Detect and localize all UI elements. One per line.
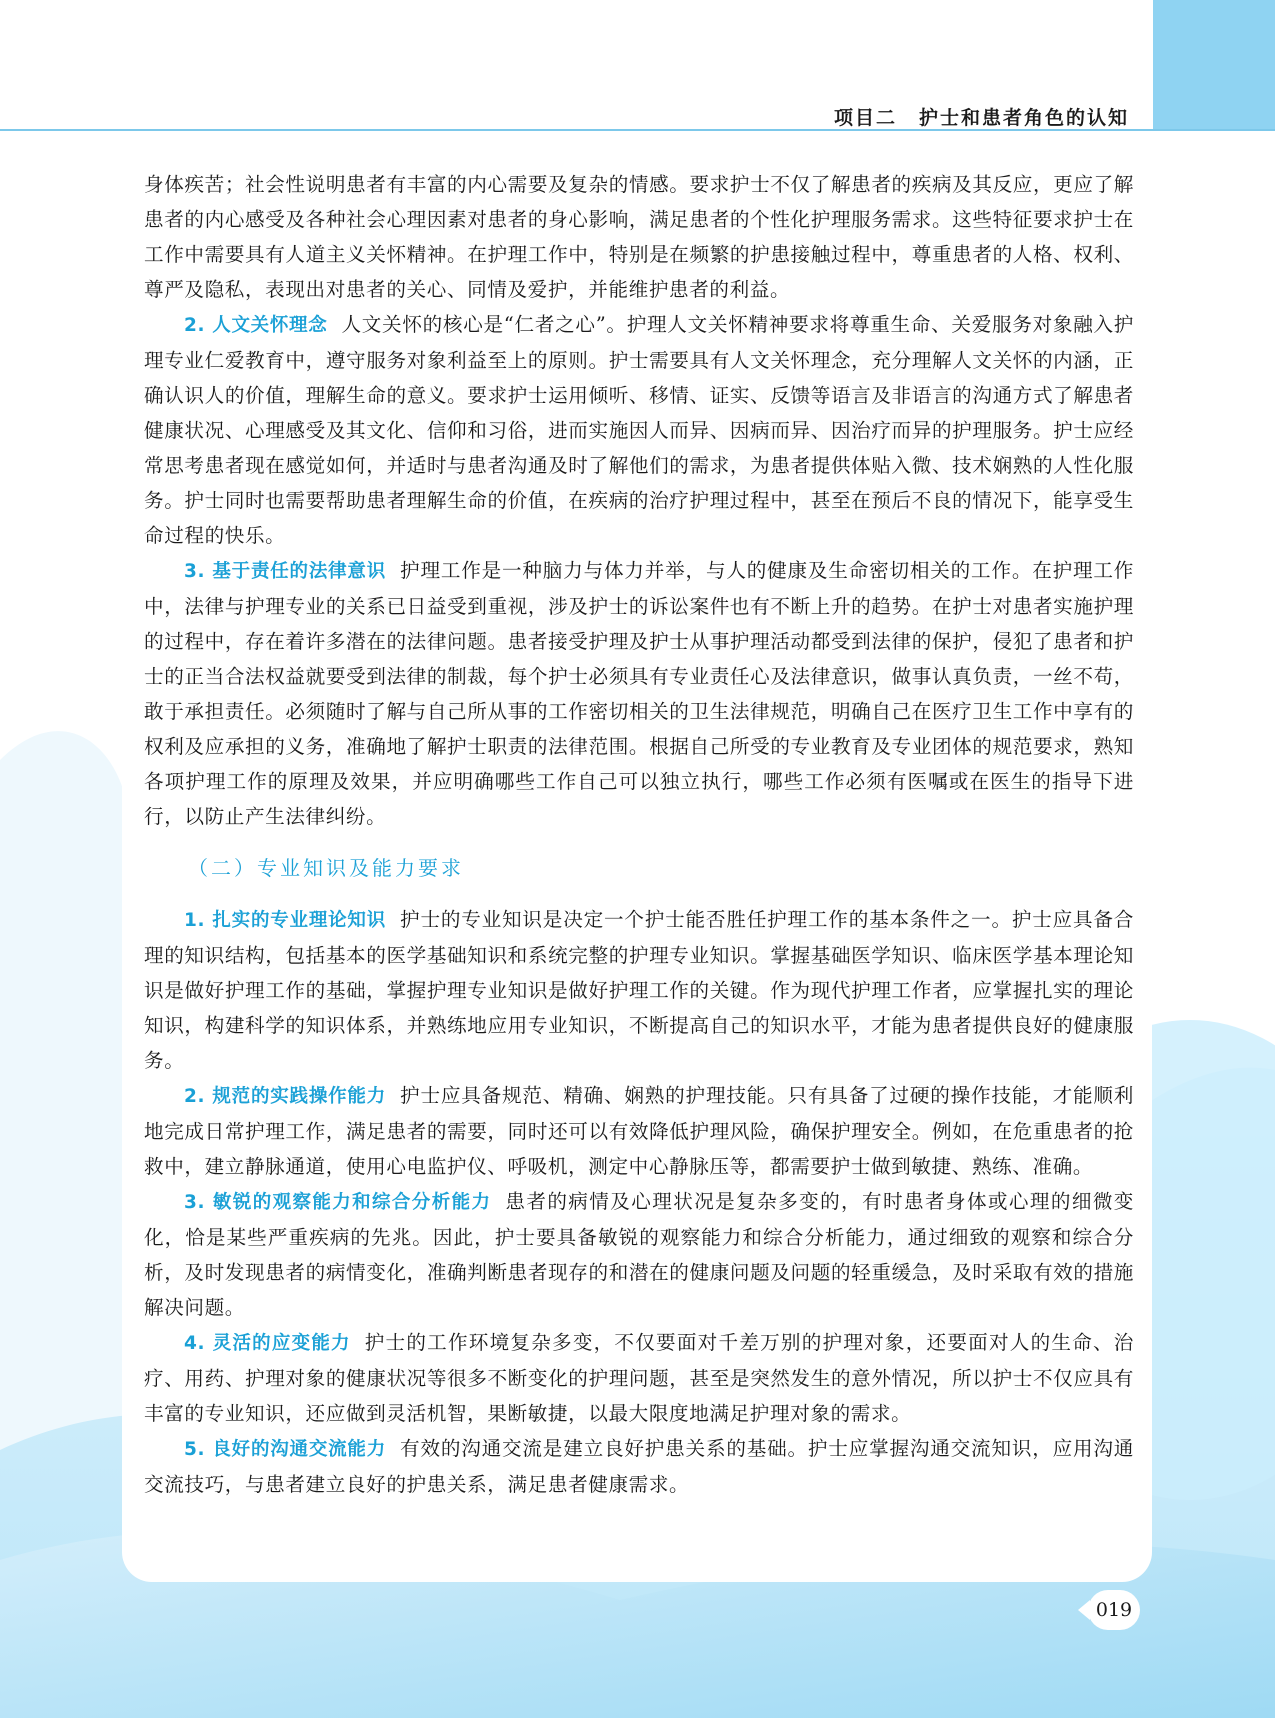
paragraph-item-3 xyxy=(144,553,1134,834)
paragraph-section2-item-5 xyxy=(144,1431,1134,1502)
paragraph-section2-item-2 xyxy=(144,1078,1134,1184)
paragraph-item-2 xyxy=(144,307,1134,553)
item-text-humanistic-care: 人文关怀的核心是“仁者之心”。护理人文关怀精神要求将尊重生命、关爱服务对象融入护理专业仁爱教育中，遵守服务对象利益至上的原则。护士需要具有人文关怀理念，充分理解人文关怀的内涵，正确认识人的价值，理解生命的意义。要求护士运用倾听、移情、证实、反馈等语言及非语言的沟通方式了解患者健康状况、心理感受及其文化、信仰和习俗，进而实施因人而异、因病而异、因治疗而异的护理服务。护士应经常思考患者现在感觉如何，并适时与患者沟通及时了解他们的需求，为患者提供体贴入微、技术娴熟的人性化服务。护士同时也需要帮助患者理解生命的价值，在疾病的治疗护理过程中，甚至在预后不良的情况下，能享受生命过程的快乐。 xyxy=(144,313,1134,547)
item-text-legal-awareness: 护理工作是一种脑力与体力并举，与人的健康及生命密切相关的工作。在护理工作中，法律与护理专业的关系已日益受到重视，涉及护士的诉讼案件也有不断上升的趋势。在护士对患者实施护理的过程中，存在着许多潜在的法律问题。患者接受护理及护士从事护理活动都受到法律的保护，侵犯了患者和护士的正当合法权益就要受到法律的制裁，每个护士必须具有专业责任心及法律意识，做事认真负责，一丝不苟，敢于承担责任。必须随时了解与自己所从事的工作密切相关的卫生法律规范，明确自己在医疗卫生工作中享有的权利及应承担的义务，准确地了解护士职责的法律范围。根据自己所受的专业教育及专业团体的规范要求，熟知各项护理工作的原理及效果，并应明确哪些工作自己可以独立执行，哪些工作必须有医嘱或在医生的指导下进行，以防止产生法律纠纷。 xyxy=(144,559,1134,828)
corner-accent-block xyxy=(1153,0,1275,130)
item-text-practice-skills: 护士应具备规范、精确、娴熟的护理技能。只有具备了过硬的操作技能，才能顺利地完成日常护理工作，满足患者的需要，同时还可以有效降低护理风险，确保护理安全。例如，在危重患者的抢救中，建立静脉通道，使用心电监护仪、呼吸机，测定中心静脉压等，都需要护士做到敏捷、熟练、准确。 xyxy=(144,1084,1134,1178)
item-title-theory-knowledge: 1. 扎实的专业理论知识 xyxy=(184,910,387,931)
item-title-legal-awareness: 3. 基于责任的法律意识 xyxy=(184,561,387,582)
paragraph-section2-item-1 xyxy=(144,902,1134,1078)
item-title-practice-skills: 2. 规范的实践操作能力 xyxy=(184,1086,387,1107)
item-title-communication: 5. 良好的沟通交流能力 xyxy=(184,1439,387,1460)
item-title-adaptability: 4. 灵活的应变能力 xyxy=(184,1333,351,1354)
paragraph-section2-item-3 xyxy=(144,1184,1134,1325)
running-header xyxy=(834,103,1129,130)
item-text-adaptability: 护士的工作环境复杂多变，不仅要面对千差万别的护理对象，还要面对人的生命、治疗、用药、护理对象的健康状况等很多不断变化的护理问题，甚至是突然发生的意外情况，所以护士不仅应具有丰富的专业知识，还应做到灵活机智，果断敏捷，以最大限度地满足护理对象的需求。 xyxy=(144,1331,1134,1425)
header-title: 护士和患者角色的认知 xyxy=(918,107,1129,129)
page-body xyxy=(144,167,1134,1502)
item-text-communication: 有效的沟通交流是建立良好护患关系的基础。护士应掌握沟通交流知识，应用沟通交流技巧，与患者建立良好的护患关系，满足患者健康需求。 xyxy=(144,1437,1134,1496)
paragraph-continued: 身体疾苦；社会性说明患者有丰富的内心需要及复杂的情感。要求护士不仅了解患者的疾病及其反应，更应了解患者的内心感受及各种社会心理因素对患者的身心影响，满足患者的个性化护理服务需求。这些特征要求护士在工作中需要具有人道主义关怀精神。在护理工作中，特别是在频繁的护患接触过程中，尊重患者的人格、权利、尊严及隐私，表现出对患者的关心、同情及爱护，并能维护患者的利益。 xyxy=(144,173,1134,301)
section-heading: （二）专业知识及能力要求 xyxy=(188,856,464,880)
item-title-humanistic-care: 2. 人文关怀理念 xyxy=(184,315,328,336)
header-project: 项目二 xyxy=(833,107,897,129)
item-text-observation: 患者的病情及心理状况是复杂多变的，有时患者身体或心理的细微变化，恰是某些严重疾病的先兆。因此，护士要具备敏锐的观察能力和综合分析能力，通过细致的观察和综合分析，及时发现患者的病情变化，准确判断患者现存的和潜在的健康问题及问题的轻重缓急，及时采取有效的措施解决问题。 xyxy=(144,1190,1135,1319)
paragraph-section2-item-4 xyxy=(144,1325,1134,1431)
item-text-theory-knowledge: 护士的专业知识是决定一个护士能否胜任护理工作的基本条件之一。护士应具备合理的知识结构，包括基本的医学基础知识和系统完整的护理专业知识。掌握基础医学知识、临床医学基本理论知识是做好护理工作的基础，掌握护理专业知识是做好护理工作的关键。作为现代护理工作者，应掌握扎实的理论知识，构建科学的知识体系，并熟练地应用专业知识，不断提高自己的知识水平，才能为患者提供良好的健康服务。 xyxy=(144,908,1134,1072)
item-title-observation: 3. 敏锐的观察能力和综合分析能力 xyxy=(184,1192,492,1213)
page-number: 019 xyxy=(1088,1590,1140,1630)
